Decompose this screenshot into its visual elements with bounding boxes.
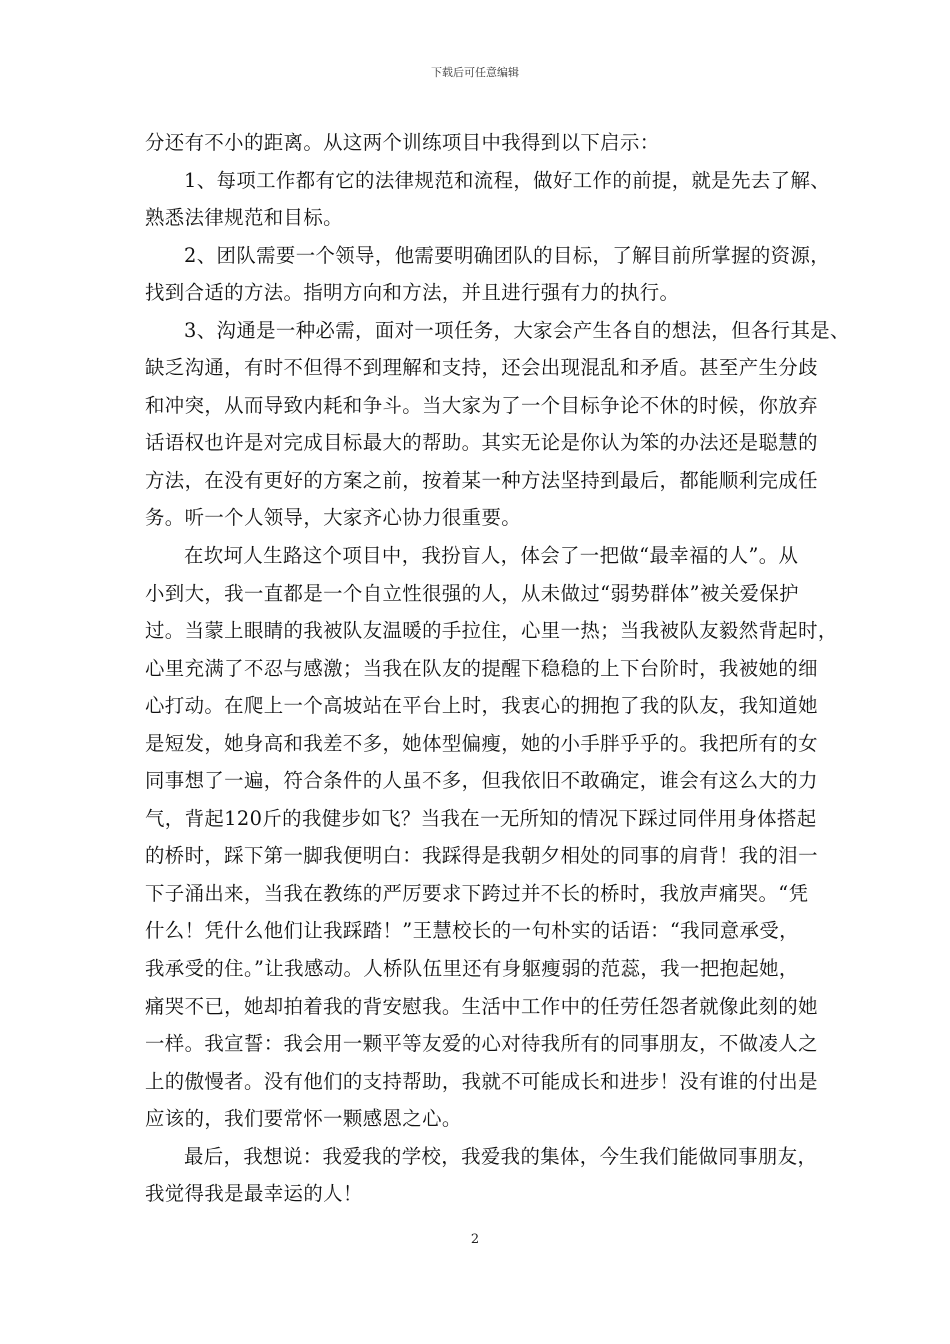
text-line: 是短发，她身高和我差不多，她体型偏瘦，她的小手胖乎乎的。我把所有的女 — [145, 731, 818, 755]
text-line: 过。当蒙上眼睛的我被队友温暖的手拉住，心里一热；当我被队友毅然背起时， — [145, 619, 838, 643]
text-line: 痛哭不已，她却拍着我的背安慰我。生活中工作中的任劳任怨者就像此刻的她 — [145, 994, 818, 1018]
text-line: 什么！凭什么他们让我踩踏！”王慧校长的一句朴实的话语：“我同意承受， — [145, 919, 799, 943]
document-body — [145, 124, 850, 1213]
text-line: 我承受的住。”让我感动。人桥队伍里还有身躯瘦弱的范蕊，我一把抱起她， — [145, 957, 799, 981]
text-line: 和冲突，从而导致内耗和争斗。当大家为了一个目标争论不休的时候，你放弃 — [145, 393, 818, 417]
text-line: 气，背起120斤的我健步如飞？当我在一无所知的情况下踩过同伴用身体搭起 — [145, 806, 817, 830]
text-line: 在坎坷人生路这个项目中，我扮盲人，体会了一把做“最幸福的人”。从 — [184, 544, 799, 568]
text-line: 最后，我想说：我爱我的学校，我爱我的集体，今生我们能做同事朋友， — [184, 1144, 818, 1168]
text-line: 找到合适的方法。指明方向和方法，并且进行强有力的执行。 — [145, 281, 680, 305]
text-line: 下子涌出来，当我在教练的严厉要求下跨过并不长的桥时，我放声痛哭。“凭 — [145, 881, 809, 905]
text-line: 缺乏沟通，有时不但得不到理解和支持，还会出现混乱和矛盾。甚至产生分歧 — [145, 356, 818, 380]
text-line: 一样。我宣誓：我会用一颗平等友爱的心对待我所有的同事朋友，不做凌人之 — [145, 1032, 818, 1056]
text-line: 方法，在没有更好的方案之前，按着某一种方法坚持到最后，都能顺利完成任 — [145, 468, 818, 492]
text-line: 务。听一个人领导，大家齐心协力很重要。 — [145, 506, 522, 530]
page-number: 2 — [470, 1232, 480, 1247]
text-line: 我觉得我是最幸运的人！ — [145, 1182, 363, 1206]
text-line: 应该的，我们要常怀一颗感恩之心。 — [145, 1107, 462, 1131]
text-line: 3、沟通是一种必需，面对一项任务，大家会产生各自的想法，但各行其是、 — [184, 318, 850, 342]
text-line: 2、团队需要一个领导，他需要明确团队的目标，了解目前所掌握的资源， — [184, 243, 831, 267]
text-line: 的桥时，踩下第一脚我便明白：我踩得是我朝夕相处的同事的肩背！我的泪一 — [145, 844, 818, 868]
text-line: 心打动。在爬上一个高坡站在平台上时，我衷心的拥抱了我的队友，我知道她 — [145, 694, 818, 718]
text-line: 熟悉法律规范和目标。 — [145, 206, 343, 230]
text-line: 小到大，我一直都是一个自立性很强的人，从未做过“弱势群体”被关爱保护 — [145, 581, 799, 605]
text-line: 同事想了一遍，符合条件的人虽不多，但我依旧不敢确定，谁会有这么大的力 — [145, 769, 818, 793]
text-line: 心里充满了不忍与感激；当我在队友的提醒下稳稳的上下台阶时，我被她的细 — [145, 656, 818, 680]
page-header: 下载后可任意编辑 — [431, 66, 519, 79]
text-line: 分还有不小的距离。从这两个训练项目中我得到以下启示： — [145, 131, 660, 154]
text-line: 1、每项工作都有它的法律规范和流程，做好工作的前提，就是先去了解、 — [184, 168, 831, 192]
text-line: 话语权也许是对完成目标最大的帮助。其实无论是你认为笨的办法还是聪慧的 — [145, 431, 818, 455]
text-line: 上的傲慢者。没有他们的支持帮助，我就不可能成长和进步！没有谁的付出是 — [145, 1069, 818, 1093]
